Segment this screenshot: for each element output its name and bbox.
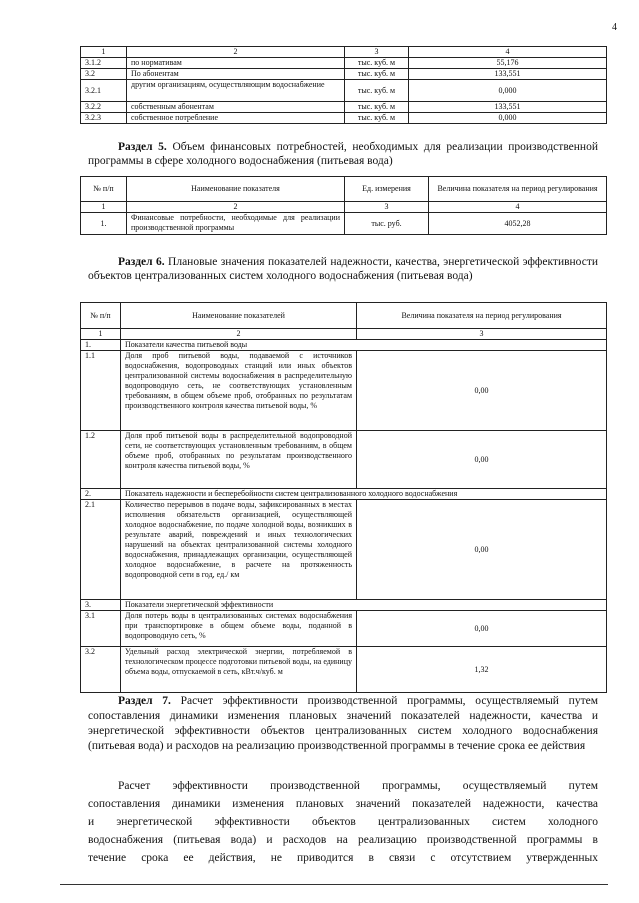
group-title: Показатели качества питьевой воды <box>121 340 607 351</box>
row-name: Доля проб питьевой воды в распределительной водопроводной сети, не соответствующих установленным требованиям, в общем объеме проб, отобранных по результатам производственного контроля качества питьевой воды, % <box>121 431 357 489</box>
section6-title: Плановые значения показателей надежности, качества, энергетической эффективности объектов централизованных систем холодного водоснабжения (питьевая вода) <box>88 256 599 282</box>
header-cell: 2 <box>127 47 345 58</box>
row-value: 4052,28 <box>429 213 607 235</box>
table-row <box>81 58 607 69</box>
header-cell: Ед. измерения <box>345 177 429 202</box>
table-number-row <box>81 202 607 213</box>
row-unit: тыс. куб. м <box>345 69 409 80</box>
row-name: собственным абонентам <box>127 102 345 113</box>
section7-heading <box>88 694 598 754</box>
row-name: Финансовые потребности, необходимые для реализации производственной программы <box>127 213 345 235</box>
table-row <box>81 500 607 600</box>
header-cell: Величина показателя на период регулирования <box>357 303 607 329</box>
row-number: 1. <box>81 213 127 235</box>
row-name: Количество перерывов в подаче воды, зафиксированных в местах исполнения обязательств организацией, осуществляющей холодное водоснабжение, по подаче холодной воды, возникших в результате аварий, повреждений и иных технологических нарушений на объектах централизованной системы холодного водоснабжения, принадлежащих организации, осуществляющей холодное водоснабжение, в расчете на протяженность водопроводной сети в год, ед./ км <box>121 500 357 600</box>
table-row <box>81 647 607 693</box>
header-cell: 4 <box>409 47 607 58</box>
row-unit: тыс. куб. м <box>345 80 409 102</box>
group-title: Показатели энергетической эффективности <box>121 600 607 611</box>
section7-title: Расчет эффективности производственной программы, осуществляемый путем сопоставления динамики изменения плановых значений показателей надежности, качества и энергетической эффективности объектов централизованных систем холодного водоснабжения (питьевая вода) и расходов на реализацию производственной программы в течение срока ее действия <box>88 695 598 752</box>
row-value: 133,551 <box>409 69 607 80</box>
row-value: 0,00 <box>357 351 607 431</box>
row-number: 3.2.3 <box>81 113 127 124</box>
group-title: Показатель надежности и бесперебойности систем централизованного холодного водоснабжения <box>121 489 607 500</box>
paragraph-line: водоснабжения (питьевая вода) и расходов на реализацию производственной программы в <box>88 834 598 846</box>
row-value: 0,000 <box>409 113 607 124</box>
row-value: 1,32 <box>357 647 607 693</box>
row-value: 133,551 <box>409 102 607 113</box>
paragraph-line: и энергетической эффективности объектов централизованных систем холодного <box>88 816 598 828</box>
header-cell: 1 <box>81 47 127 58</box>
table-row <box>81 431 607 489</box>
number-cell: 3 <box>345 202 429 213</box>
table-row <box>81 213 607 235</box>
section5-title: Объем финансовых потребностей, необходимых для реализации производственной программы в сфере холодного водоснабжения (питьевая вода) <box>88 141 598 167</box>
group-row <box>81 489 607 500</box>
number-cell: 1 <box>81 202 127 213</box>
page-number: 4 <box>612 22 617 33</box>
table-row <box>81 69 607 80</box>
number-cell: 2 <box>127 202 345 213</box>
paragraph-line: течение срока ее действия, не приводится в связи с отсутствием утвержденных <box>88 852 598 864</box>
row-value: 0,000 <box>409 80 607 102</box>
paragraph-line: Расчет эффективности производственной программы, осуществляемый путем <box>118 780 598 792</box>
row-number: 3.2.2 <box>81 102 127 113</box>
row-name: по нормативам <box>127 58 345 69</box>
section6-heading <box>88 255 598 283</box>
row-name: Удельный расход электрической энергии, потребляемой в технологическом процессе подготовки питьевой воды, на единицу объема воды, отпускаемой в сеть, кВт.ч/куб. м <box>121 647 357 693</box>
number-cell: 2 <box>121 329 357 340</box>
row-number: 1.2 <box>81 431 121 489</box>
table-row <box>81 113 607 124</box>
section6-label: Раздел 6. <box>118 256 165 268</box>
section6-table <box>80 302 607 693</box>
group-row <box>81 600 607 611</box>
row-number: 2.1 <box>81 500 121 600</box>
table-number-row <box>81 329 607 340</box>
header-cell: № п/п <box>81 177 127 202</box>
table-header-row <box>81 303 607 329</box>
paragraph-line: сопоставления динамики изменения плановых значений показателей надежности, качества <box>88 798 598 810</box>
header-cell: № п/п <box>81 303 121 329</box>
group-number: 1. <box>81 340 121 351</box>
bottom-rule <box>60 884 608 885</box>
row-name: собственное потребление <box>127 113 345 124</box>
row-number: 3.2 <box>81 69 127 80</box>
row-value: 0,00 <box>357 431 607 489</box>
row-unit: тыс. куб. м <box>345 113 409 124</box>
table-header-row <box>81 177 607 202</box>
table-row <box>81 611 607 647</box>
section5-heading <box>88 140 598 168</box>
row-number: 3.1 <box>81 611 121 647</box>
table-row <box>81 80 607 102</box>
row-number: 3.1.2 <box>81 58 127 69</box>
row-value: 0,00 <box>357 500 607 600</box>
table-row <box>81 102 607 113</box>
row-number: 3.2 <box>81 647 121 693</box>
row-name: другим организациям, осуществляющим водоснабжение <box>127 80 345 102</box>
header-cell: Наименование показателей <box>121 303 357 329</box>
number-cell: 3 <box>357 329 607 340</box>
section5-label: Раздел 5. <box>118 141 167 153</box>
header-cell: Наименование показателя <box>127 177 345 202</box>
top-table <box>80 46 607 124</box>
section5-table <box>80 176 607 235</box>
number-cell: 1 <box>81 329 121 340</box>
row-unit: тыс. куб. м <box>345 58 409 69</box>
section7-label: Раздел 7. <box>118 695 171 707</box>
row-value: 0,00 <box>357 611 607 647</box>
row-name: Доля потерь воды в централизованных системах водоснабжения при транспортировке в общем объеме воды, поданной в водопроводную сеть, % <box>121 611 357 647</box>
group-row <box>81 340 607 351</box>
row-unit: тыс. руб. <box>345 213 429 235</box>
number-cell: 4 <box>429 202 607 213</box>
row-name: По абонентам <box>127 69 345 80</box>
row-unit: тыс. куб. м <box>345 102 409 113</box>
table-row <box>81 351 607 431</box>
header-cell: 3 <box>345 47 409 58</box>
group-number: 3. <box>81 600 121 611</box>
header-cell: Величина показателя на период регулирования <box>429 177 607 202</box>
row-name: Доля проб питьевой воды, подаваемой с источников водоснабжения, водопроводных станций или иных объектов централизованной системы водоснабжения в распределительную водопроводную сеть, не соответствующих установленным требованиям, в общем объеме проб, отобранных по результатам производственного контроля качества питьевой воды, % <box>121 351 357 431</box>
row-value: 55,176 <box>409 58 607 69</box>
table-header-row <box>81 47 607 58</box>
row-number: 1.1 <box>81 351 121 431</box>
group-number: 2. <box>81 489 121 500</box>
row-number: 3.2.1 <box>81 80 127 102</box>
